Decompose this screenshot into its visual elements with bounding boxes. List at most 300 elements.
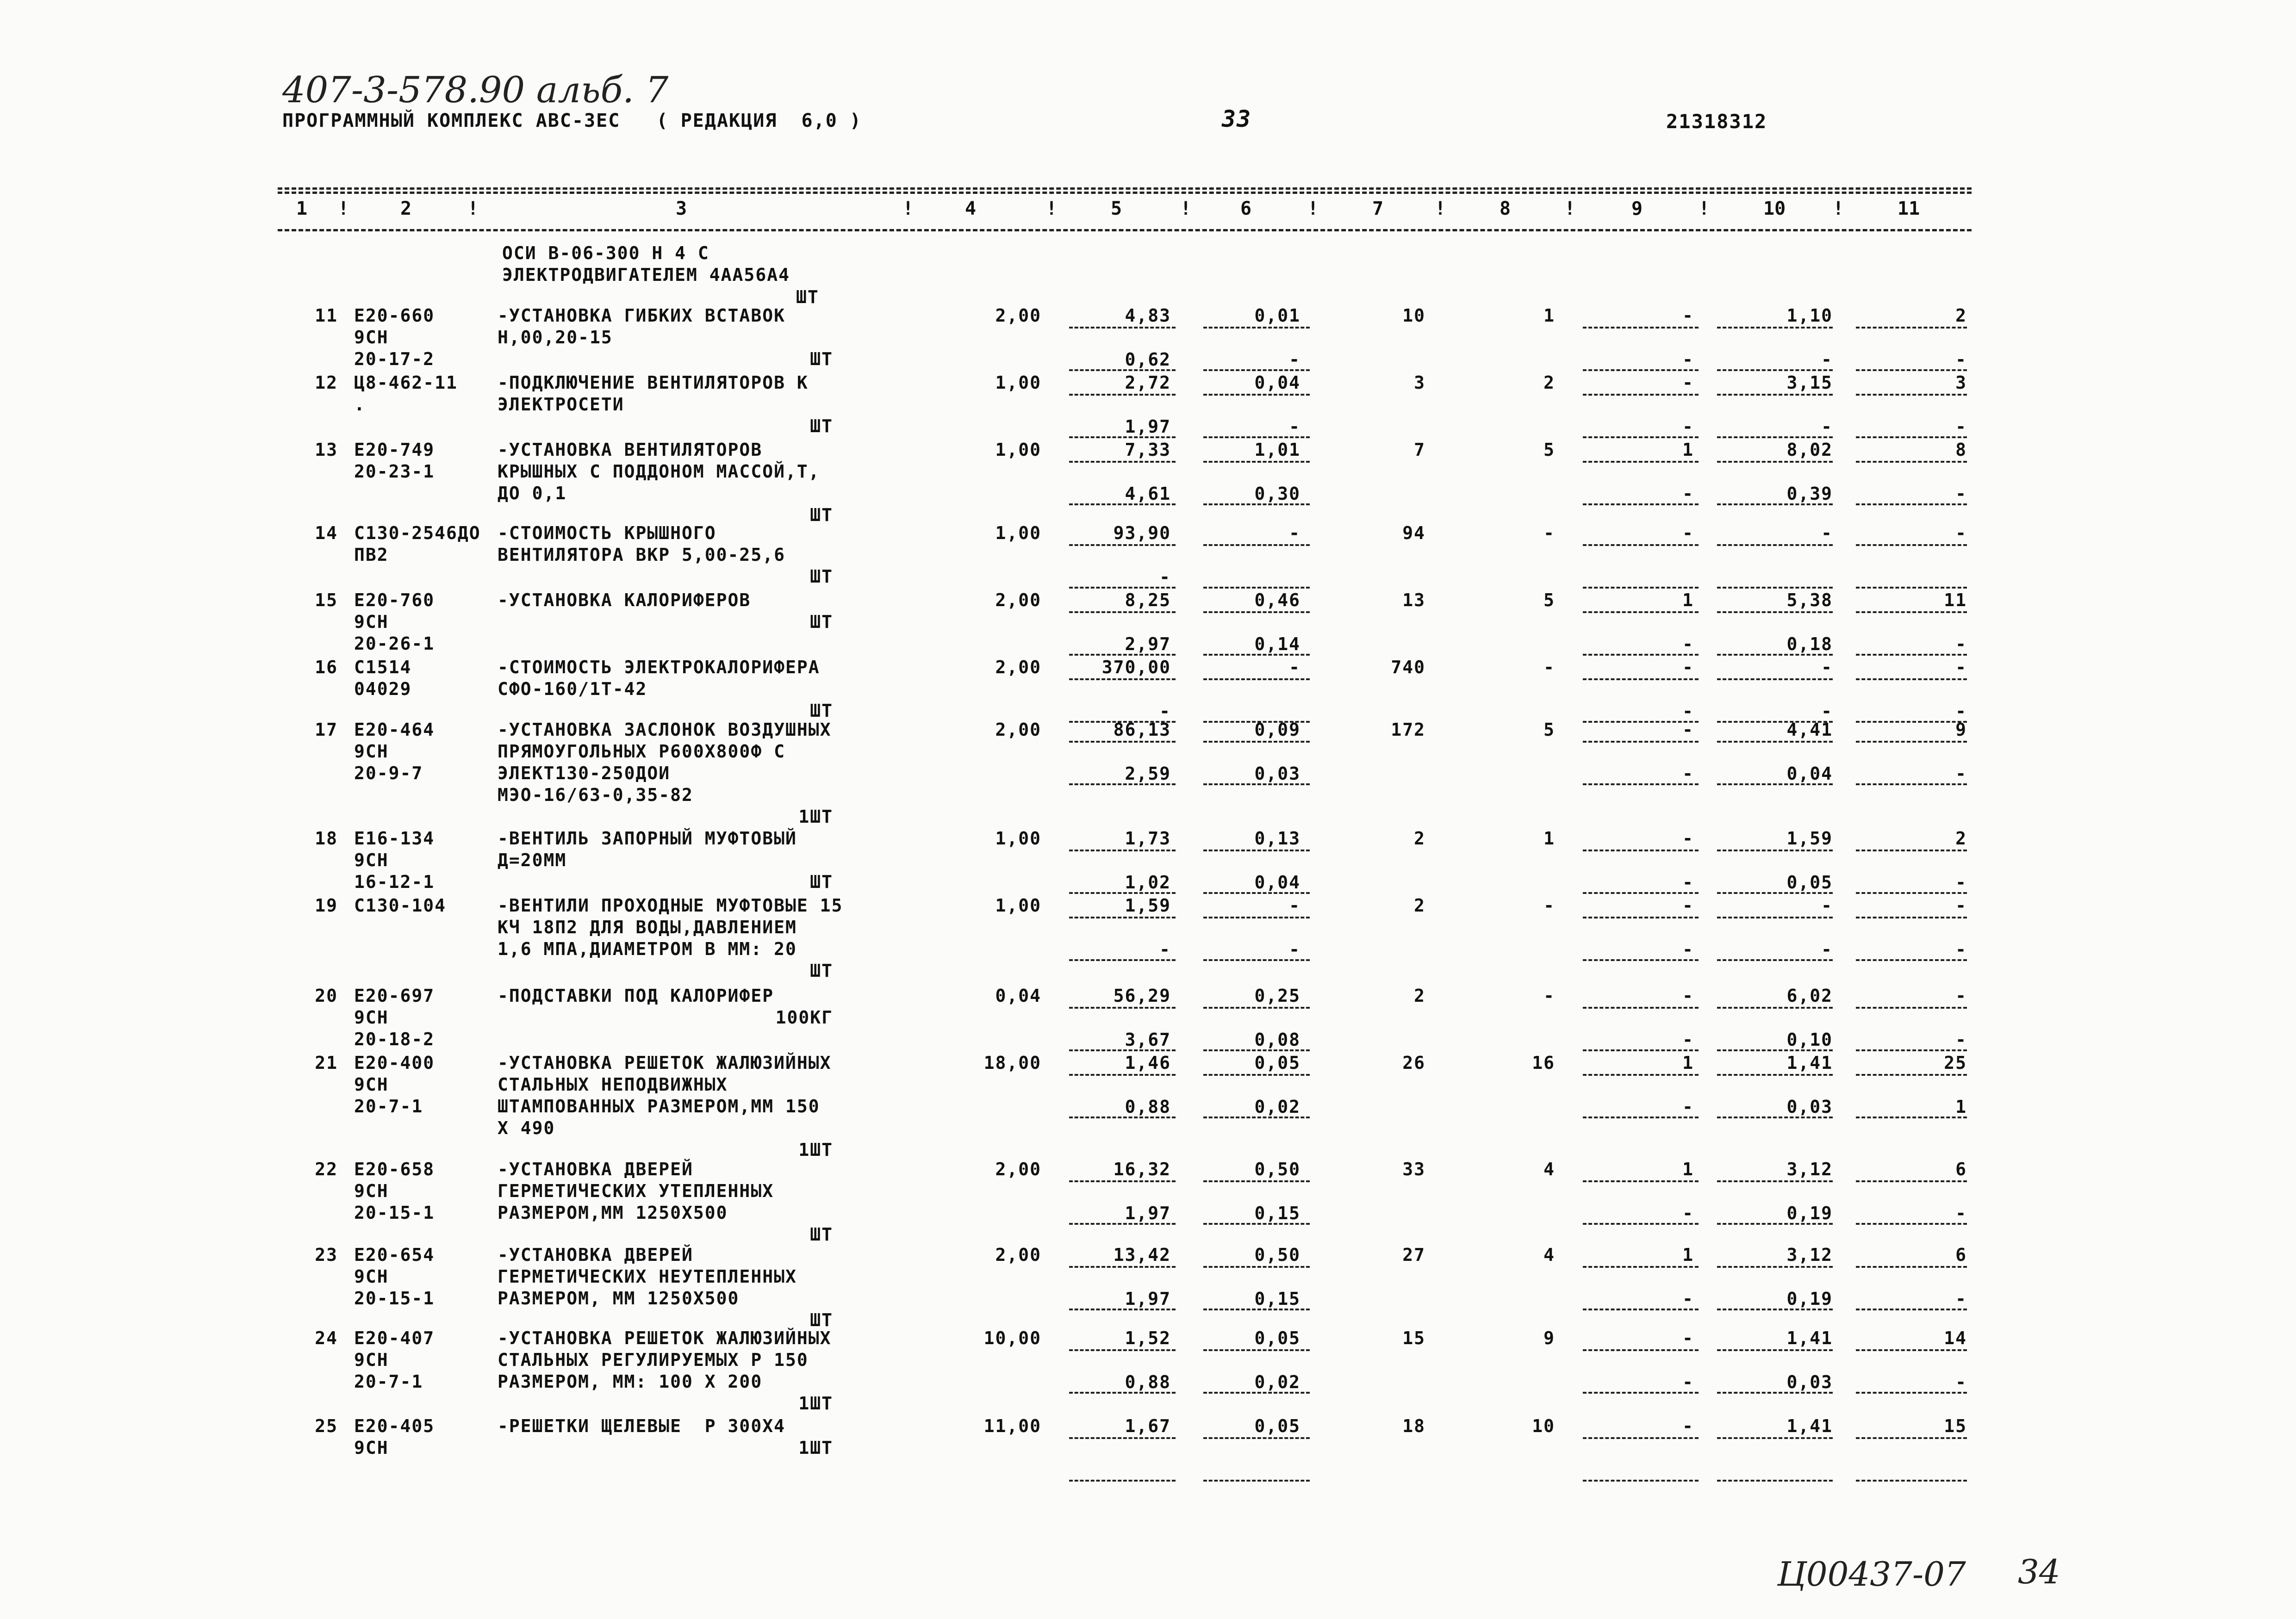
fraction-rule-lower [1583, 436, 1699, 438]
fraction-rule [1583, 1180, 1699, 1182]
row-code: Е20-405 [354, 1416, 435, 1436]
fraction-rule [1069, 1437, 1176, 1439]
fraction-rule [1203, 678, 1310, 680]
cell-col6-lower: - [1289, 416, 1300, 437]
fraction-rule-lower [1583, 654, 1699, 656]
cell-col5-lower: 0,88 [1125, 1372, 1171, 1392]
cell-col5-lower: 4,61 [1125, 484, 1171, 504]
row-description: -УСТАНОВКА РЕШЕТОК ЖАЛЮЗИЙНЫХ [498, 1328, 832, 1348]
cell-col11: 9 [1955, 720, 1967, 740]
fraction-rule-lower [1717, 1480, 1833, 1482]
cell-col9: 1 [1682, 1245, 1694, 1265]
cell-col11: 8 [1955, 440, 1967, 460]
row-description: -СТОИМОСТЬ ЭЛЕКТРОКАЛОРИФЕРА [498, 657, 820, 677]
row-quantity: 1,00 [995, 440, 1041, 460]
cell-col8: 16 [1532, 1053, 1555, 1073]
col-sep: ! [467, 198, 479, 219]
row-description: ВЕНТИЛЯТОРА ВКР 5,00-25,6 [498, 545, 785, 565]
row-description: КЧ 18П2 ДЛЯ ВОДЫ,ДАВЛЕНИЕМ [498, 917, 797, 937]
row-quantity: 1,00 [995, 372, 1041, 393]
cell-col9-lower: - [1682, 1203, 1694, 1223]
row-quantity: 1,00 [995, 523, 1041, 543]
row-code: . [354, 394, 366, 415]
row-code: 16-12-1 [354, 872, 435, 892]
col-header-4: 4 [965, 198, 977, 219]
cell-col9: - [1682, 720, 1694, 740]
fraction-rule [1583, 678, 1699, 680]
handwritten-document-code: 407-3-578.90 альб. 7 [282, 69, 669, 111]
cell-col5: 370,00 [1101, 657, 1171, 677]
cell-col9-lower: - [1682, 634, 1694, 654]
cell-col6: - [1289, 657, 1300, 677]
cell-col8: 5 [1543, 590, 1555, 610]
fraction-rule [1583, 544, 1699, 546]
cell-col11-lower: - [1955, 1289, 1967, 1309]
col-sep: ! [1046, 198, 1058, 219]
handwritten-page-number: 34 [2018, 1552, 2060, 1591]
cell-col10: - [1821, 523, 1833, 543]
cell-col6: - [1289, 895, 1300, 916]
row-description: ЭЛЕКТ130-250ДОИ [498, 763, 671, 783]
cell-col5-lower: 2,97 [1125, 634, 1171, 654]
fraction-rule [1203, 1180, 1310, 1182]
cell-col6-lower: 0,04 [1254, 872, 1300, 893]
cell-col9: - [1682, 372, 1694, 393]
row-description: -УСТАНОВКА ГИБКИХ ВСТАВОК [498, 305, 785, 326]
col-sep: ! [1699, 198, 1710, 219]
fraction-rule-lower [1583, 587, 1699, 589]
cell-col8: - [1543, 523, 1555, 543]
row-code: 04029 [354, 679, 412, 699]
fraction-rule-lower [1203, 587, 1310, 589]
fraction-rule [1856, 394, 1967, 396]
cell-col9: 1 [1682, 1053, 1694, 1073]
fraction-rule [1856, 1180, 1967, 1182]
row-unit: 1ШТ [798, 1393, 833, 1414]
row-number: 12 [315, 372, 338, 393]
cell-col6: 0,05 [1254, 1328, 1300, 1348]
row-description: СТАЛЬНЫХ НЕПОДВИЖНЫХ [498, 1074, 728, 1095]
cell-col7: 3 [1414, 372, 1425, 393]
cell-col10-lower: 0,03 [1786, 1372, 1833, 1392]
fraction-rule-lower [1856, 1049, 1967, 1051]
cell-col9-lower: - [1682, 1097, 1694, 1117]
fraction-rule [1069, 544, 1176, 546]
row-unit: ШТ [810, 1224, 833, 1245]
cell-col7: 172 [1391, 720, 1425, 740]
row-quantity: 2,00 [995, 1245, 1041, 1265]
fraction-rule [1856, 1349, 1967, 1351]
fraction-rule [1856, 1437, 1967, 1439]
fraction-rule [1583, 741, 1699, 743]
row-number: 13 [315, 440, 338, 460]
cell-col9-lower: - [1682, 349, 1694, 370]
fraction-rule-lower [1203, 1049, 1310, 1051]
row-description: -РЕШЕТКИ ЩЕЛЕВЫЕ Р 300Х4 [498, 1416, 785, 1436]
fraction-rule-lower [1717, 959, 1833, 961]
fraction-rule [1203, 611, 1310, 613]
fraction-rule-lower [1583, 1392, 1699, 1394]
cell-col9-lower: - [1682, 484, 1694, 504]
cell-col8: 5 [1543, 720, 1555, 740]
cell-col11: 6 [1955, 1245, 1967, 1265]
fraction-rule [1069, 850, 1176, 851]
cell-col8: - [1543, 895, 1555, 916]
fraction-rule-lower [1203, 1480, 1310, 1482]
cell-col10-lower: 0,18 [1786, 634, 1833, 654]
cell-col5-lower: 1,97 [1125, 1203, 1171, 1223]
cell-col9: 1 [1682, 590, 1694, 610]
cell-col9: - [1682, 657, 1694, 677]
row-code: 20-15-1 [354, 1288, 435, 1309]
row-code: 9СН [354, 1350, 389, 1370]
row-code: Е20-760 [354, 590, 435, 610]
fraction-rule [1203, 1007, 1310, 1009]
row-quantity: 1,00 [995, 828, 1041, 849]
cell-col6-lower: - [1289, 349, 1300, 370]
row-quantity: 1,00 [995, 895, 1041, 916]
fraction-rule-lower [1069, 587, 1176, 589]
row-description: Х 490 [498, 1118, 555, 1138]
cell-col9: - [1682, 523, 1694, 543]
cell-col6: - [1289, 523, 1300, 543]
cell-col6: 0,25 [1254, 986, 1300, 1006]
table-header-rule [278, 229, 1972, 231]
cell-col10: 3,15 [1786, 372, 1833, 393]
row-code: Ц8-462-11 [354, 372, 458, 393]
row-code: ПВ2 [354, 545, 389, 565]
cell-col11: 2 [1955, 305, 1967, 326]
cell-col11: 3 [1955, 372, 1967, 393]
cell-col11-lower: - [1955, 763, 1967, 784]
cell-col5: 8,25 [1125, 590, 1171, 610]
row-quantity: 18,00 [983, 1053, 1041, 1073]
row-code: 20-23-1 [354, 461, 435, 482]
fraction-rule-lower [1203, 503, 1310, 505]
fraction-rule [1203, 1266, 1310, 1268]
cell-col10-lower: 0,19 [1786, 1289, 1833, 1309]
cell-col11: 11 [1944, 590, 1967, 610]
fraction-rule [1069, 1007, 1176, 1009]
cell-col10: 5,38 [1786, 590, 1833, 610]
row-quantity: 11,00 [983, 1416, 1041, 1436]
cell-col5-lower: - [1159, 567, 1171, 587]
cell-col10-lower: - [1821, 701, 1833, 721]
cell-col9: - [1682, 895, 1694, 916]
row-quantity: 10,00 [983, 1328, 1041, 1348]
row-description: СТАЛЬНЫХ РЕГУЛИРУЕМЫХ Р 150 [498, 1350, 809, 1370]
row-code: 9СН [354, 1438, 389, 1458]
fraction-rule [1583, 611, 1699, 613]
row-code: 20-9-7 [354, 763, 423, 783]
fraction-rule-lower [1203, 654, 1310, 656]
row-quantity: 2,00 [995, 657, 1041, 677]
row-code: 9СН [354, 612, 389, 632]
cell-col10-lower: 0,10 [1786, 1030, 1833, 1050]
cell-col11-lower: - [1955, 939, 1967, 960]
cell-col8: - [1543, 657, 1555, 677]
fraction-rule-lower [1069, 503, 1176, 505]
col-header-3: 3 [676, 198, 687, 219]
cell-col7: 15 [1402, 1328, 1425, 1348]
fraction-rule-lower [1856, 587, 1967, 589]
fraction-rule [1583, 1266, 1699, 1268]
fraction-rule [1069, 1266, 1176, 1268]
fraction-rule [1069, 611, 1176, 613]
cell-col7: 7 [1414, 440, 1425, 460]
fraction-rule [1583, 327, 1699, 329]
cell-col8: 10 [1532, 1416, 1555, 1436]
row-unit: 1ШТ [798, 1438, 833, 1458]
fraction-rule [1717, 1266, 1833, 1268]
document-number: 21318312 [1666, 110, 1767, 133]
fraction-rule-lower [1717, 503, 1833, 505]
cell-col10: 4,41 [1786, 720, 1833, 740]
row-unit: ШТ [810, 349, 833, 369]
fraction-rule-lower [1856, 783, 1967, 785]
col-header-6: 6 [1240, 198, 1252, 219]
row-code: Е20-697 [354, 986, 435, 1006]
cell-col6-lower: 0,02 [1254, 1372, 1300, 1392]
cell-col8: 1 [1543, 305, 1555, 326]
row-description: -ВЕНТИЛИ ПРОХОДНЫЕ МУФТОВЫЕ 15 [498, 895, 843, 916]
cell-col5: 93,90 [1113, 523, 1171, 543]
fraction-rule [1717, 678, 1833, 680]
fraction-rule [1203, 394, 1310, 396]
row-description: -ВЕНТИЛЬ ЗАПОРНЫЙ МУФТОВЫЙ [498, 828, 797, 849]
fraction-rule [1856, 1007, 1967, 1009]
row-description: Н,00,20-15 [498, 327, 613, 347]
preamble-line: ЭЛЕКТРОДВИГАТЕЛЕМ 4АА56А4 [502, 265, 790, 285]
cell-col5: 1,67 [1125, 1416, 1171, 1436]
row-unit: 100КГ [775, 1007, 833, 1028]
fraction-rule-lower [1583, 1480, 1699, 1482]
row-code: Е20-464 [354, 720, 435, 740]
fraction-rule [1203, 1349, 1310, 1351]
fraction-rule [1856, 850, 1967, 851]
row-code: Е20-407 [354, 1328, 435, 1348]
fraction-rule-lower [1069, 369, 1176, 371]
cell-col6-lower: 0,08 [1254, 1030, 1300, 1050]
row-unit: 1ШТ [798, 1140, 833, 1160]
col-header-11: 11 [1898, 198, 1920, 219]
row-code: Е20-400 [354, 1053, 435, 1073]
fraction-rule-lower [1203, 1309, 1310, 1310]
fraction-rule [1583, 1074, 1699, 1076]
fraction-rule [1069, 394, 1176, 396]
cell-col7: 33 [1402, 1159, 1425, 1179]
cell-col6: 0,05 [1254, 1416, 1300, 1436]
fraction-rule [1203, 544, 1310, 546]
fraction-rule-lower [1203, 1223, 1310, 1225]
col-sep: ! [1180, 198, 1192, 219]
cell-col9-lower: - [1682, 1030, 1694, 1050]
row-number: 22 [315, 1159, 338, 1179]
fraction-rule-lower [1203, 369, 1310, 371]
fraction-rule-lower [1856, 369, 1967, 371]
row-code: Е20-658 [354, 1159, 435, 1179]
row-unit: ШТ [810, 566, 833, 587]
row-number: 17 [315, 720, 338, 740]
preamble-unit: ШТ [796, 287, 819, 307]
row-description: -ПОДСТАВКИ ПОД КАЛОРИФЕР [498, 986, 774, 1006]
row-code: 9СН [354, 327, 389, 347]
fraction-rule [1069, 741, 1176, 743]
cell-col5: 1,59 [1125, 895, 1171, 916]
table-top-rule-2 [278, 192, 1972, 194]
fraction-rule-lower [1069, 1480, 1176, 1482]
cell-col5-lower: 1,97 [1125, 1289, 1171, 1309]
row-quantity: 0,04 [995, 986, 1041, 1006]
cell-col5: 2,72 [1125, 372, 1171, 393]
row-code: 9СН [354, 850, 389, 870]
cell-col9-lower: - [1682, 763, 1694, 784]
cell-col6: 0,04 [1254, 372, 1300, 393]
cell-col11: - [1955, 657, 1967, 677]
cell-col10-lower: - [1821, 416, 1833, 437]
fraction-rule [1717, 611, 1833, 613]
cell-col6: 0,09 [1254, 720, 1300, 740]
cell-col9: - [1682, 1328, 1694, 1348]
row-code: 9СН [354, 741, 389, 762]
fraction-rule-lower [1069, 1117, 1176, 1118]
cell-col7: 2 [1414, 828, 1425, 849]
cell-col7: 13 [1402, 590, 1425, 610]
fraction-rule [1583, 1349, 1699, 1351]
row-number: 20 [315, 986, 338, 1006]
fraction-rule [1069, 678, 1176, 680]
cell-col6: 0,01 [1254, 305, 1300, 326]
row-description: ЭЛЕКТРОСЕТИ [498, 394, 624, 415]
fraction-rule-lower [1203, 1117, 1310, 1118]
cell-col11-lower: - [1955, 701, 1967, 721]
cell-col11: 15 [1944, 1416, 1967, 1436]
fraction-rule-lower [1203, 436, 1310, 438]
cell-col9: - [1682, 986, 1694, 1006]
fraction-rule [1069, 1180, 1176, 1182]
cell-col11-lower: - [1955, 872, 1967, 893]
row-description: -УСТАНОВКА ДВЕРЕЙ [498, 1245, 693, 1265]
cell-col10: 1,41 [1786, 1328, 1833, 1348]
cell-col8: 9 [1543, 1328, 1555, 1348]
cell-col5: 1,46 [1125, 1053, 1171, 1073]
fraction-rule-lower [1583, 369, 1699, 371]
cell-col6: 0,50 [1254, 1159, 1300, 1179]
row-code: С130-2546ДО [354, 523, 481, 543]
cell-col8: 1 [1543, 828, 1555, 849]
fraction-rule-lower [1717, 1309, 1833, 1310]
fraction-rule-lower [1583, 1049, 1699, 1051]
cell-col6: 0,46 [1254, 590, 1300, 610]
fraction-rule-lower [1583, 959, 1699, 961]
row-code: 20-15-1 [354, 1203, 435, 1223]
fraction-rule-lower [1717, 1223, 1833, 1225]
cell-col10: 8,02 [1786, 440, 1833, 460]
col-header-9: 9 [1631, 198, 1643, 219]
cell-col8: 4 [1543, 1159, 1555, 1179]
cell-col8: 4 [1543, 1245, 1555, 1265]
row-quantity: 2,00 [995, 590, 1041, 610]
fraction-rule-lower [1856, 1117, 1967, 1118]
cell-col11-lower: - [1955, 349, 1967, 370]
cell-col6: 0,13 [1254, 828, 1300, 849]
row-unit: 1ШТ [798, 806, 833, 827]
cell-col11-lower: - [1955, 1030, 1967, 1050]
cell-col10: 1,59 [1786, 828, 1833, 849]
fraction-rule-lower [1717, 369, 1833, 371]
fraction-rule [1856, 611, 1967, 613]
handwritten-reference: Ц00437-07 [1777, 1555, 1966, 1594]
row-code: С130-104 [354, 895, 447, 916]
row-code: 20-7-1 [354, 1371, 423, 1392]
row-number: 14 [315, 523, 338, 543]
cell-col5: 1,52 [1125, 1328, 1171, 1348]
fraction-rule-lower [1069, 1309, 1176, 1310]
fraction-rule-lower [1069, 892, 1176, 894]
row-unit: ШТ [810, 961, 833, 981]
fraction-rule-lower [1069, 1223, 1176, 1225]
cell-col7: 18 [1402, 1416, 1425, 1436]
fraction-rule-lower [1583, 892, 1699, 894]
row-description: -УСТАНОВКА ДВЕРЕЙ [498, 1159, 693, 1179]
fraction-rule [1583, 917, 1699, 918]
cell-col9-lower: - [1682, 939, 1694, 960]
fraction-rule-lower [1069, 1392, 1176, 1394]
cell-col9-lower: - [1682, 1372, 1694, 1392]
fraction-rule [1717, 1437, 1833, 1439]
fraction-rule [1203, 327, 1310, 329]
fraction-rule [1856, 1266, 1967, 1268]
fraction-rule [1856, 741, 1967, 743]
program-header: ПРОГРАММНЫЙ КОМПЛЕКС АВС-3ЕС ( РЕДАКЦИЯ 6,0 ) [282, 110, 862, 131]
cell-col6-lower: 0,14 [1254, 634, 1300, 654]
fraction-rule [1717, 741, 1833, 743]
row-description: -УСТАНОВКА РЕШЕТОК ЖАЛЮЗИЙНЫХ [498, 1053, 832, 1073]
row-description: РАЗМЕРОМ, ММ 1250Х500 [498, 1288, 740, 1309]
fraction-rule [1717, 850, 1833, 851]
cell-col6-lower: 0,15 [1254, 1203, 1300, 1223]
cell-col8: 5 [1543, 440, 1555, 460]
cell-col9: - [1682, 828, 1694, 849]
row-description: -УСТАНОВКА ЗАСЛОНОК ВОЗДУШНЫХ [498, 720, 832, 740]
row-number: 24 [315, 1328, 338, 1348]
cell-col9-lower: - [1682, 872, 1694, 893]
fraction-rule [1856, 327, 1967, 329]
fraction-rule-lower [1856, 1392, 1967, 1394]
cell-col5-lower: 1,02 [1125, 872, 1171, 893]
fraction-rule [1856, 544, 1967, 546]
cell-col9: - [1682, 1416, 1694, 1436]
cell-col10: - [1821, 657, 1833, 677]
fraction-rule-lower [1717, 892, 1833, 894]
cell-col5: 13,42 [1113, 1245, 1171, 1265]
fraction-rule [1856, 917, 1967, 918]
cell-col6: 0,05 [1254, 1053, 1300, 1073]
cell-col8: - [1543, 986, 1555, 1006]
cell-col6: 0,50 [1254, 1245, 1300, 1265]
cell-col5-lower: - [1159, 939, 1171, 960]
cell-col9-lower: - [1682, 701, 1694, 721]
cell-col11: - [1955, 523, 1967, 543]
row-description: ДО 0,1 [498, 483, 567, 503]
cell-col11: 6 [1955, 1159, 1967, 1179]
fraction-rule [1203, 461, 1310, 463]
row-unit: ШТ [810, 416, 833, 436]
fraction-rule [1583, 850, 1699, 851]
row-description: ГЕРМЕТИЧЕСКИХ УТЕПЛЕННЫХ [498, 1181, 774, 1201]
row-description: МЭО-16/63-0,35-82 [498, 785, 693, 805]
row-code: 9СН [354, 1074, 389, 1095]
